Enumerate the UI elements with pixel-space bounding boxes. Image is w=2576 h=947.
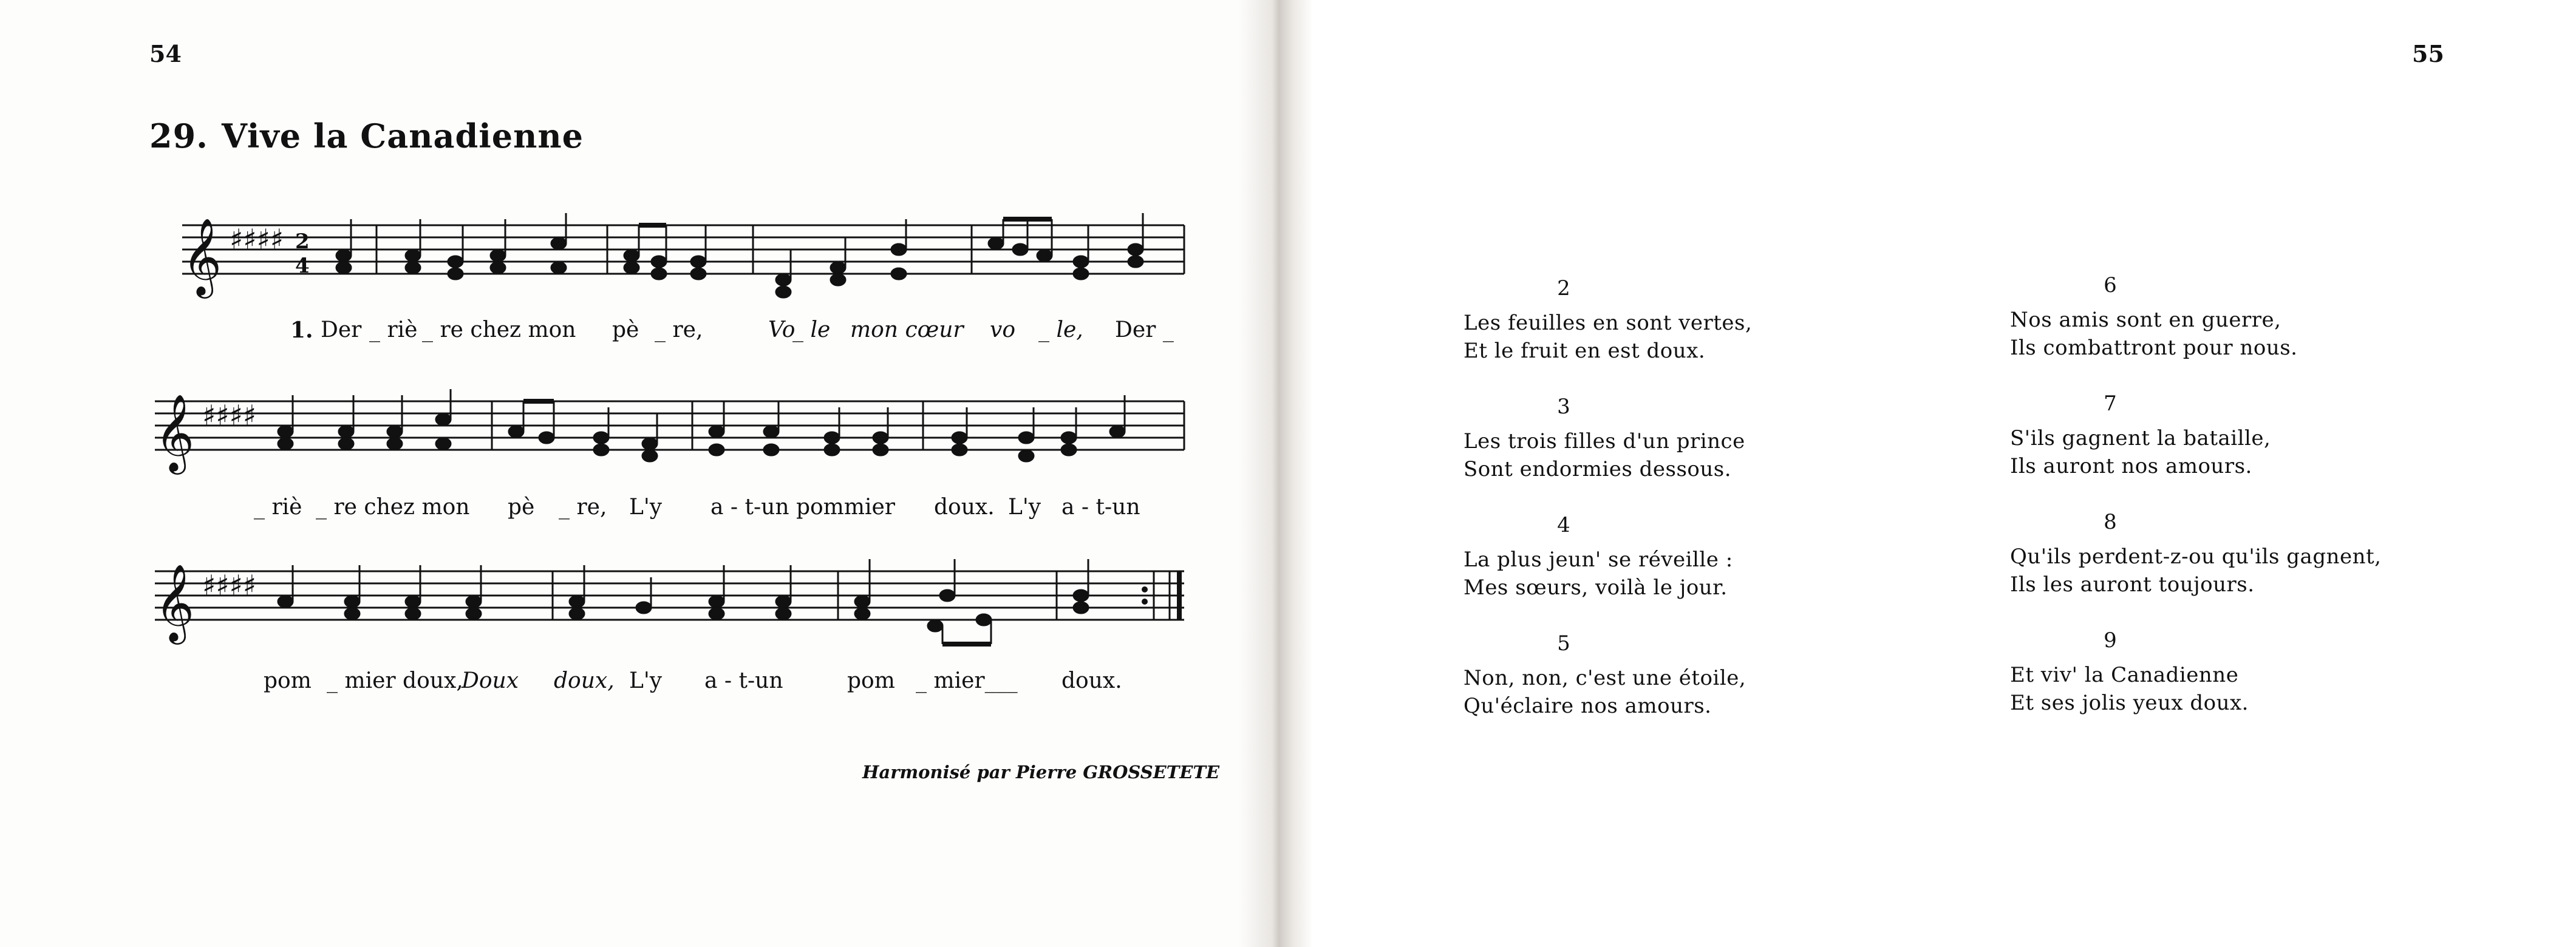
lyric-syllable: L'y <box>1008 495 1041 520</box>
verse-number: 3 <box>1557 395 1570 419</box>
verse-line: Et viv' la Canadienne <box>2010 663 2239 687</box>
page-number-left: 54 <box>149 40 182 67</box>
verse-line: Les feuilles en sont vertes, <box>1463 311 1753 335</box>
page-number-right: 55 <box>2412 40 2444 67</box>
verse-block <box>1463 276 2010 365</box>
song-title-text: Vive la Canadienne <box>221 117 584 155</box>
staff-system-3 <box>155 571 1184 620</box>
music-score <box>0 0 1275 947</box>
lyric-syllable: L'y <box>629 495 663 520</box>
verse-block <box>1463 513 2010 602</box>
verse-line: Et le fruit en est doux. <box>1463 339 1706 363</box>
verse-block <box>1463 631 2010 720</box>
lyric-syllable: Vo <box>768 317 796 342</box>
time-signature: 2 <box>295 229 310 254</box>
lyric-syllable: _ re chez mon <box>422 317 576 342</box>
lyric-syllable: doux. <box>934 495 995 520</box>
lyric-syllable: pom <box>264 668 312 693</box>
lyric-syllable: mon cœur <box>850 317 964 342</box>
lyric-syllable: pè <box>612 317 639 342</box>
lyric-syllable: _ re chez mon <box>316 495 470 520</box>
lyric-syllable: _ riè <box>254 495 302 520</box>
lyric-syllable: doux. <box>1061 668 1122 693</box>
verse-number: 1. <box>290 317 313 343</box>
lyric-syllable: L'y <box>629 668 663 693</box>
lyric-syllable: _ mier___ <box>916 668 1018 693</box>
lyric-syllable: _ riè <box>369 317 418 342</box>
lyric-syllable: vo <box>990 317 1016 342</box>
lyric-syllable: pom <box>847 668 895 693</box>
arranger-credit: Harmonisé par Pierre GROSSETETE <box>862 762 1220 782</box>
verse-line: Nos amis sont en guerre, <box>2010 308 2281 332</box>
lyric-syllable: Der _ <box>1115 317 1174 342</box>
verse-block <box>1463 395 2010 483</box>
lyric-syllable: _ re, <box>655 317 703 342</box>
verse-line: Ils auront nos amours. <box>2010 454 2252 478</box>
lyric-syllable: pè <box>508 495 535 520</box>
verse-line: Qu'éclaire nos amours. <box>1463 694 1712 718</box>
lyric-syllable: Doux <box>462 668 519 693</box>
verse-line: Les trois filles d'un prince <box>1463 429 1745 453</box>
verse-line: Qu'ils perdent-z-ou qu'ils gagnent, <box>2010 545 2382 569</box>
song-number: 29. <box>149 117 208 155</box>
verse-block <box>2010 628 2557 717</box>
verse-line: Ils combattront pour nous. <box>2010 336 2298 360</box>
verse-line: La plus jeun' se réveille : <box>1463 548 1733 572</box>
verse-number: 7 <box>2104 392 2117 416</box>
verse-block <box>2010 273 2557 362</box>
verse-block <box>2010 392 2557 480</box>
verse-line: Sont endormies dessous. <box>1463 457 1732 481</box>
lyric-syllable: _ re, <box>559 495 607 520</box>
lyric-syllable: _ le, <box>1038 317 1083 342</box>
verse-line: Non, non, c'est une étoile, <box>1463 666 1746 690</box>
lyric-syllable: doux, <box>554 668 615 693</box>
lyric-syllable: a - t-un pommier <box>710 495 895 520</box>
treble-clef-icon: 𝄞 <box>182 217 222 295</box>
verse-number: 9 <box>2104 628 2117 653</box>
left-page <box>0 0 1275 947</box>
lyric-syllable: Der <box>321 317 362 342</box>
key-signature: ♯♯♯♯ <box>202 569 257 602</box>
verse-number: 4 <box>1557 513 1570 537</box>
svg-text:4: 4 <box>295 254 310 278</box>
verse-line: Et ses jolis yeux doux. <box>2010 691 2249 715</box>
verse-line: Mes sœurs, voilà le jour. <box>1463 575 1728 600</box>
verse-line: S'ils gagnent la bataille, <box>2010 426 2271 450</box>
treble-clef-icon: 𝄞 <box>155 563 195 641</box>
treble-clef-icon: 𝄞 <box>155 393 195 471</box>
verse-number: 6 <box>2104 273 2117 297</box>
verse-number: 5 <box>1557 631 1570 656</box>
lyric-syllable: _ mier doux, <box>327 668 463 693</box>
lyric-syllable: _ le <box>792 317 831 342</box>
lyric-syllable: a - t-un <box>1061 495 1140 520</box>
book-gutter <box>1239 0 1312 947</box>
key-signature: ♯♯♯♯ <box>202 399 257 432</box>
staff-system-1 <box>182 225 1184 274</box>
verse-number: 8 <box>2104 510 2117 534</box>
lyric-syllable: a - t-un <box>704 668 783 693</box>
verse-line: Ils les auront toujours. <box>2010 572 2255 597</box>
key-signature: ♯♯♯♯ <box>230 223 284 256</box>
verse-block <box>2010 510 2557 599</box>
verse-number: 2 <box>1557 276 1570 300</box>
